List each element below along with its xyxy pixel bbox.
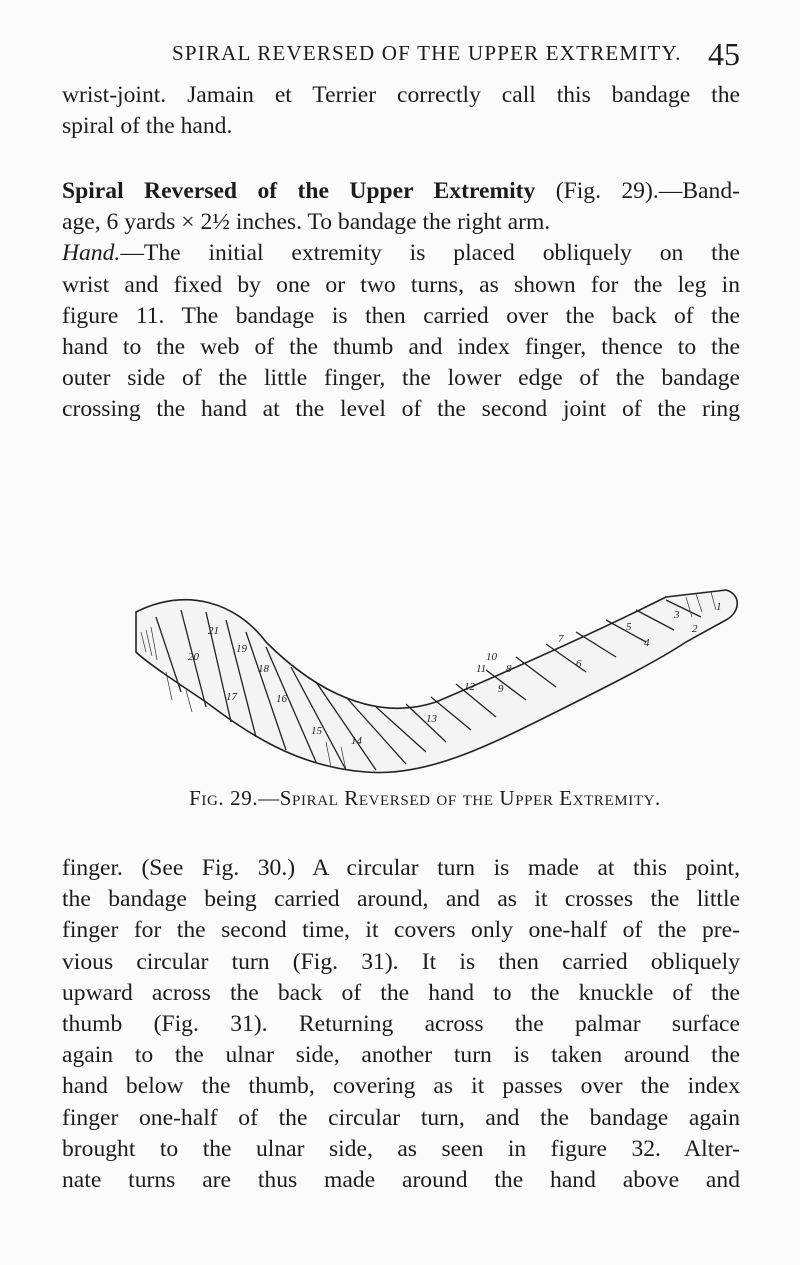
turn-label: 15 xyxy=(311,725,322,737)
text-line: upward across the back of the hand to the knuckle of the xyxy=(62,979,740,1006)
paragraph-3 xyxy=(62,853,740,1196)
turn-label: 13 xyxy=(426,713,437,725)
section-heading: Spiral Reversed of the Upper Extremity xyxy=(62,178,536,204)
bandage-illustration xyxy=(126,572,756,782)
text-line: vious circular turn (Fig. 31). It is then carried obliquely xyxy=(62,948,740,975)
text-line: spiral of the hand. xyxy=(62,113,233,140)
hand-tail: —The initial extremity is placed xyxy=(120,240,543,267)
turn-label: 14 xyxy=(351,735,362,747)
text-line: brought to the ulnar side, as seen in figure 32. Alter- xyxy=(62,1135,740,1162)
turn-label: 11 xyxy=(476,663,487,675)
turn-label: 7 xyxy=(558,633,564,645)
running-head: SPIRAL REVERSED OF THE UPPER EXTREMITY. xyxy=(172,41,682,65)
text-line: thumb (Fig. 31). Returning across the palmar surface xyxy=(62,1011,740,1038)
text-line-heading xyxy=(62,176,740,207)
caption-text: —Spiral Reversed of the Upper Extremity. xyxy=(258,786,661,810)
text-line: again to the ulnar side, another turn is taken around the xyxy=(62,1042,740,1069)
subheading-hand: Hand. xyxy=(62,240,121,267)
turn-label: 1 xyxy=(716,601,722,613)
paragraph-1 xyxy=(62,80,740,142)
page-header xyxy=(62,38,742,78)
turn-label: 10 xyxy=(486,651,497,663)
text-line: finger one-half of the circular turn, and the bandage again xyxy=(62,1104,740,1131)
turn-label: 17 xyxy=(226,691,237,703)
turn-label: 6 xyxy=(576,658,582,670)
text-line: finger. (See Fig. 30.) A circular turn is made at this point, xyxy=(62,855,740,881)
turn-label: 12 xyxy=(464,681,475,693)
paragraph-2 xyxy=(62,176,740,426)
text-line: crossing the hand at the level of the second joint of the ring xyxy=(62,396,740,423)
text-line: outer side of the little finger, the lower edge of the bandage xyxy=(62,365,740,392)
text-line: age, 6 yards × 2½ inches. To bandage the right arm. xyxy=(62,209,551,236)
text-line: finger for the second time, it covers only one-half of the pre- xyxy=(62,917,740,944)
figure-caption xyxy=(165,786,685,811)
text-line: hand to the web of the thumb and index finger, thence to the xyxy=(62,334,740,361)
text-line: the bandage being carried around, and as it crosses the little xyxy=(62,886,740,913)
turn-label: 2 xyxy=(692,623,698,635)
turn-label: 21 xyxy=(208,625,219,637)
text-line: nate turns are thus made around the hand above and xyxy=(62,1167,740,1194)
turn-label: 19 xyxy=(236,643,247,655)
turn-label: 3 xyxy=(674,609,680,621)
caption-fig-number: Fig. 29. xyxy=(189,786,259,810)
turn-label: 8 xyxy=(506,663,512,675)
turn-label: 20 xyxy=(188,651,199,663)
turn-label: 5 xyxy=(626,621,632,633)
hand-tail-end: obliquely on the xyxy=(542,240,740,267)
heading-tail: (Fig. 29).—Band- xyxy=(535,178,740,204)
text-line: wrist-joint. Jamain et Terrier correctly call this bandage the xyxy=(62,82,740,108)
page-number: 45 xyxy=(708,36,740,72)
turn-label: 16 xyxy=(276,693,287,705)
text-line: figure 11. The bandage is then carried over the back of the xyxy=(62,302,740,329)
turn-label: 18 xyxy=(258,663,269,675)
turn-label: 9 xyxy=(498,683,504,695)
arm-outline xyxy=(136,590,737,773)
text-line-hand xyxy=(62,238,740,269)
text-line: wrist and fixed by one or two turns, as shown for the leg in xyxy=(62,271,740,298)
turn-label: 4 xyxy=(644,637,650,649)
text-line: hand below the thumb, covering as it passes over the index xyxy=(62,1073,740,1100)
